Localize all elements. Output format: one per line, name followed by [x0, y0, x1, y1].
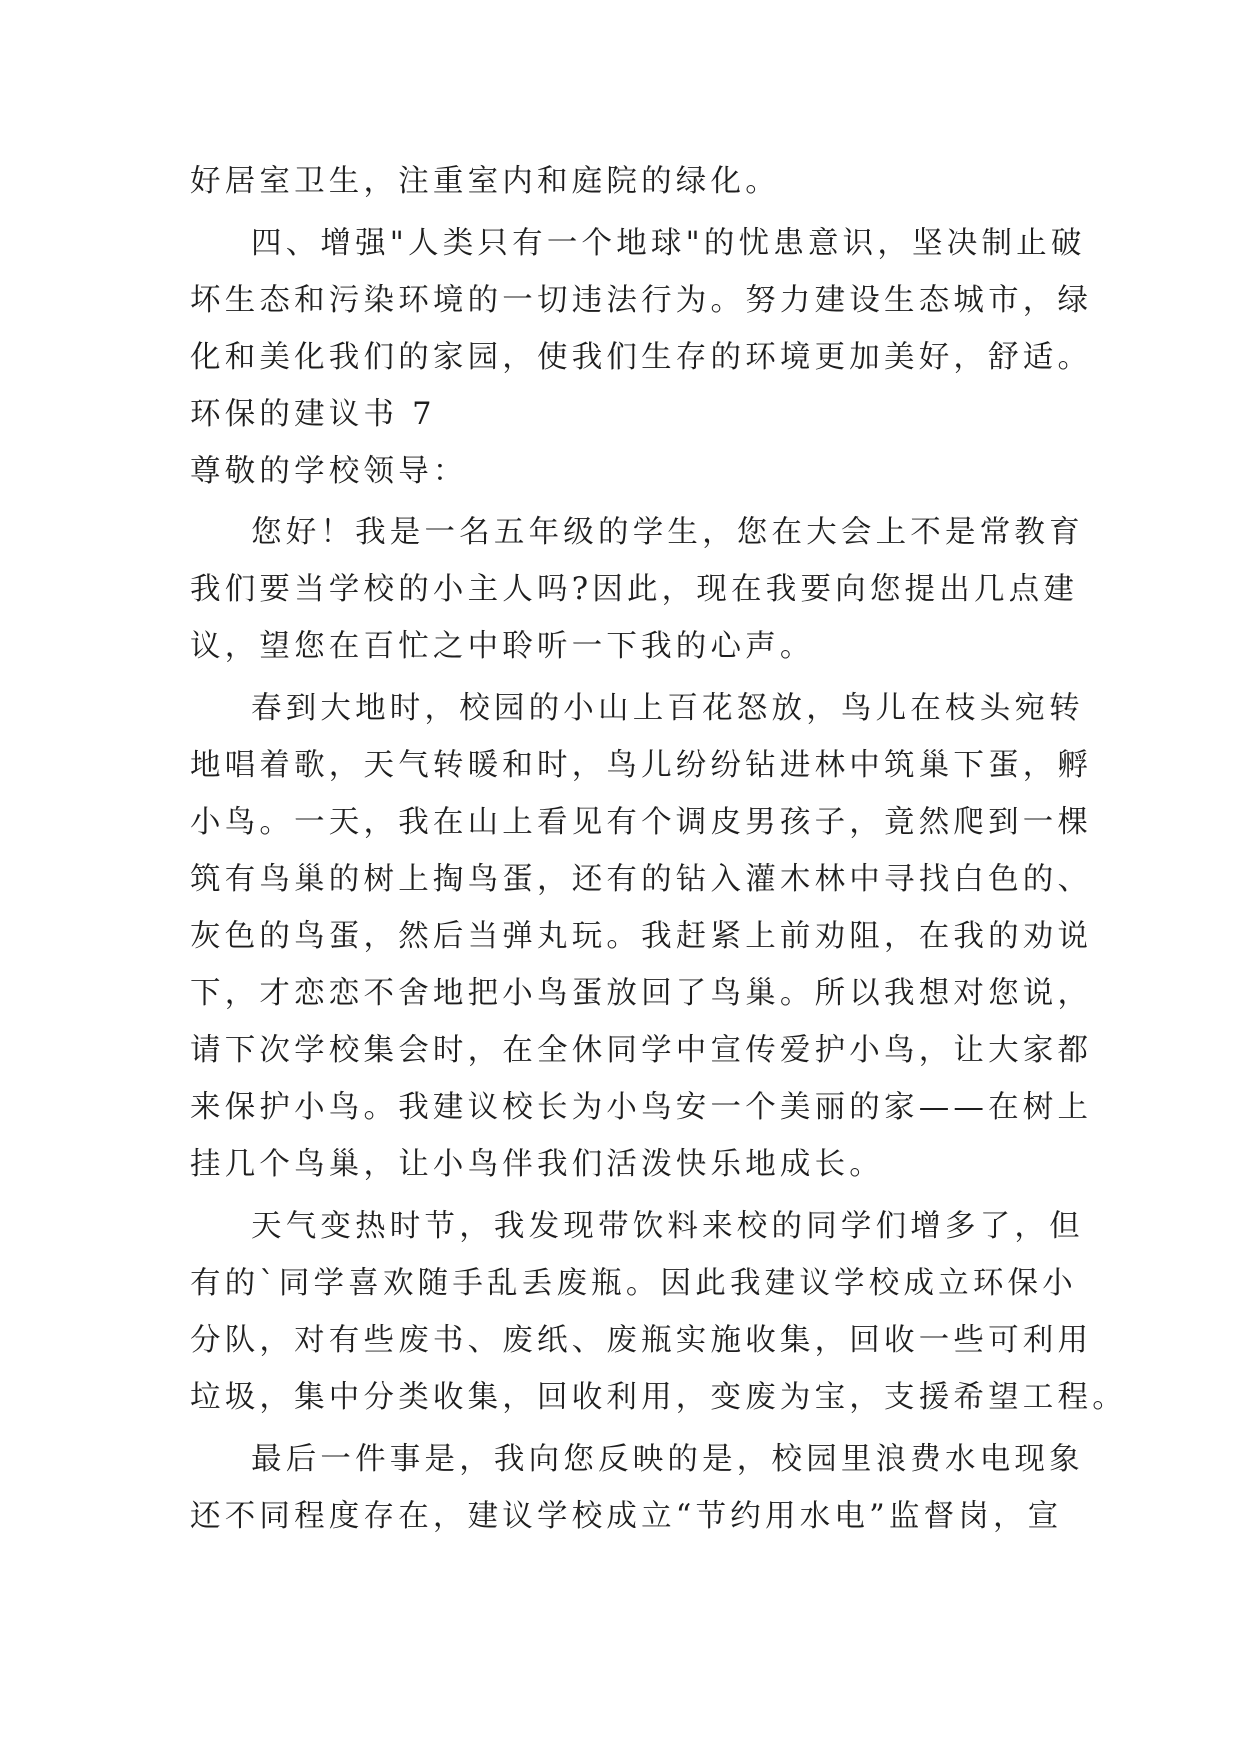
text-line: 坏生态和污染环境的一切违法行为。努力建设生态城市，绿: [190, 283, 1093, 318]
text-line: 垃圾，集中分类收集，回收利用，变废为宝，支援希望工程。: [190, 1380, 1127, 1415]
text-line: 灰色的鸟蛋，然后当弹丸玩。我赶紧上前劝阻，在我的劝说: [190, 919, 1093, 954]
text-line: 化和美化我们的家园，使我们生存的环境更加美好，舒适。: [190, 340, 1093, 375]
text-line: 春到大地时，校园的小山上百花怒放，鸟儿在枝头宛转: [251, 691, 1084, 726]
text-line: 天气变热时节，我发现带饮料来校的同学们增多了，但: [251, 1209, 1084, 1244]
text-line: 筑有鸟巢的树上掏鸟蛋，还有的钻入灌木林中寻找白色的、: [190, 862, 1093, 897]
text-line: 还不同程度存在，建议学校成立“节约用水电”监督岗，宣: [190, 1499, 1063, 1534]
text-line: 议，望您在百忙之中聆听一下我的心声。: [190, 629, 815, 664]
text-line: 我们要当学校的小主人吗?因此，现在我要向您提出几点建: [190, 572, 1079, 607]
text-line: 您好！我是一名五年级的学生，您在大会上不是常教育: [251, 515, 1084, 550]
salutation: 尊敬的学校领导：: [190, 454, 468, 489]
text-line: 有的`同学喜欢随手乱丢废瓶。因此我建议学校成立环保小: [190, 1266, 1077, 1301]
section-heading: 环保的建议书 7: [190, 397, 436, 432]
text-line: 地唱着歌，天气转暖和时，鸟儿纷纷钻进林中筑巢下蛋，孵: [190, 748, 1093, 783]
text-line: 小鸟。一天，我在山上看见有个调皮男孩子，竟然爬到一棵: [190, 805, 1093, 840]
text-line: 来保护小鸟。我建议校长为小鸟安一个美丽的家——在树上: [190, 1090, 1093, 1125]
text-line: 挂几个鸟巢，让小鸟伴我们活泼快乐地成长。: [190, 1147, 884, 1182]
text-line: 好居室卫生，注重室内和庭院的绿化。: [190, 164, 780, 199]
text-line: 四、增强"人类只有一个地球"的忧患意识，坚决制止破: [251, 226, 1086, 261]
text-line: 下，才恋恋不舍地把小鸟蛋放回了鸟巢。所以我想对您说，: [190, 976, 1093, 1011]
text-line: 请下次学校集会时，在全休同学中宣传爱护小鸟，让大家都: [190, 1033, 1093, 1068]
text-line: 最后一件事是，我向您反映的是，校园里浪费水电现象: [251, 1442, 1084, 1477]
text-line: 分队，对有些废书、废纸、废瓶实施收集，回收一些可利用: [190, 1323, 1093, 1358]
